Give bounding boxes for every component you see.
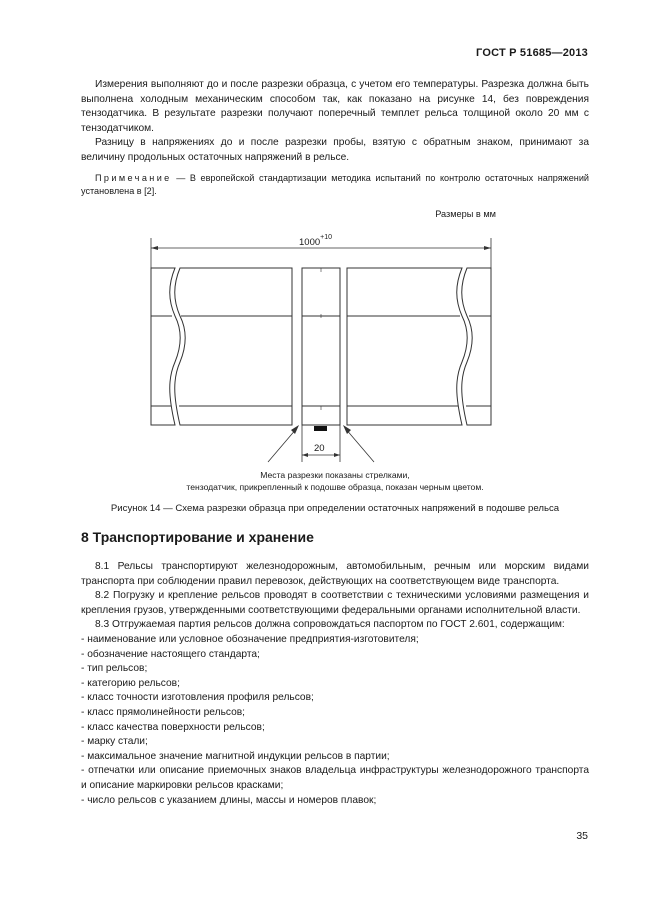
list-item: - класс качества поверхности рельсов;: [81, 721, 265, 733]
strain-gauge: [314, 426, 327, 431]
note-text: — В европейской стандартизации методика испытаний по контролю остаточных напряжений установлена в [2].: [81, 173, 589, 196]
paragraph-8-3: 8.3 Отгружаемая партия рельсов должна сопровождаться паспортом по ГОСТ 2.601, содержащим:: [95, 619, 565, 631]
section-title: 8 Транспортирование и хранение: [81, 529, 314, 545]
dim-tolerance: +10: [320, 234, 333, 241]
list-item: - класс прямолинейности рельсов;: [81, 706, 246, 718]
intro-paragraph-1: Измерения выполняют до и после разрезки образца, с учетом его температуры. Разрезка должна быть выполнена холодным механическим способом так, как показано на рисунке 14, без повреждения тензодатчика. В результате разрезки получают поперечный темплет рельса толщиной около 20 мм с тензодатчиком.: [81, 79, 589, 134]
paragraph-8-1: 8.1 Рельсы транспортируют железнодорожным, автомобильным, речным или морским видами транспорта при соблюдении правил перевозок, действующих на соответствующем виде транспорта.: [81, 561, 589, 587]
list-item: - наименование или условное обозначение предприятия-изготовителя;: [81, 633, 419, 645]
list-item: - обозначение настоящего стандарта;: [81, 648, 260, 660]
list-item: - отпечатки или описание приемочных знаков владельца инфраструктуры железнодорожного транспорта и описание маркировки рельсов красками;: [81, 765, 589, 791]
figure-legend-2: тензодатчик, прикрепленный к подошве образца, показан черным цветом.: [186, 482, 484, 492]
dim-cut-label: 20: [314, 443, 325, 454]
list-item: - тип рельсов;: [81, 663, 148, 675]
figure-legend-1: Места разрезки показаны стрелками,: [260, 470, 410, 480]
standard-header: ГОСТ Р 51685—2013: [476, 47, 588, 59]
list-item: - число рельсов с указанием длины, массы и номеров плавок;: [81, 794, 377, 806]
figure-title: Рисунок 14 — Схема разрезки образца при определении остаточных напряжений в подошве рельса: [110, 503, 560, 514]
dim-length-label: $1000^{+10}$: [299, 234, 333, 249]
note-label: Примечание: [95, 173, 172, 183]
list-item: - марку стали;: [81, 736, 148, 748]
section-body: [81, 560, 589, 808]
cut-arrow-right: [345, 428, 374, 462]
intro-paragraph-2: Разницу в напряжениях до и после разрезки пробы, взятую с обратным знаком, принимают за величину продольных остаточных напряжений в рельсе.: [81, 137, 589, 163]
list-item: - класс точности изготовления профиля рельсов;: [81, 692, 314, 704]
page-number: 35: [576, 830, 588, 842]
sizes-label: Размеры в мм: [435, 209, 496, 219]
cut-arrow-left: [268, 428, 297, 462]
list-item: - категорию рельсов;: [81, 677, 180, 689]
paragraph-8-2: 8.2 Погрузку и крепление рельсов проводят в соответствии с техническими условиями размещения и крепления грузов, утвержденными соответствующими федеральными органами исполнительной власти.: [81, 590, 589, 616]
list-item: - максимальное значение магнитной индукции рельсов в партии;: [81, 750, 390, 762]
